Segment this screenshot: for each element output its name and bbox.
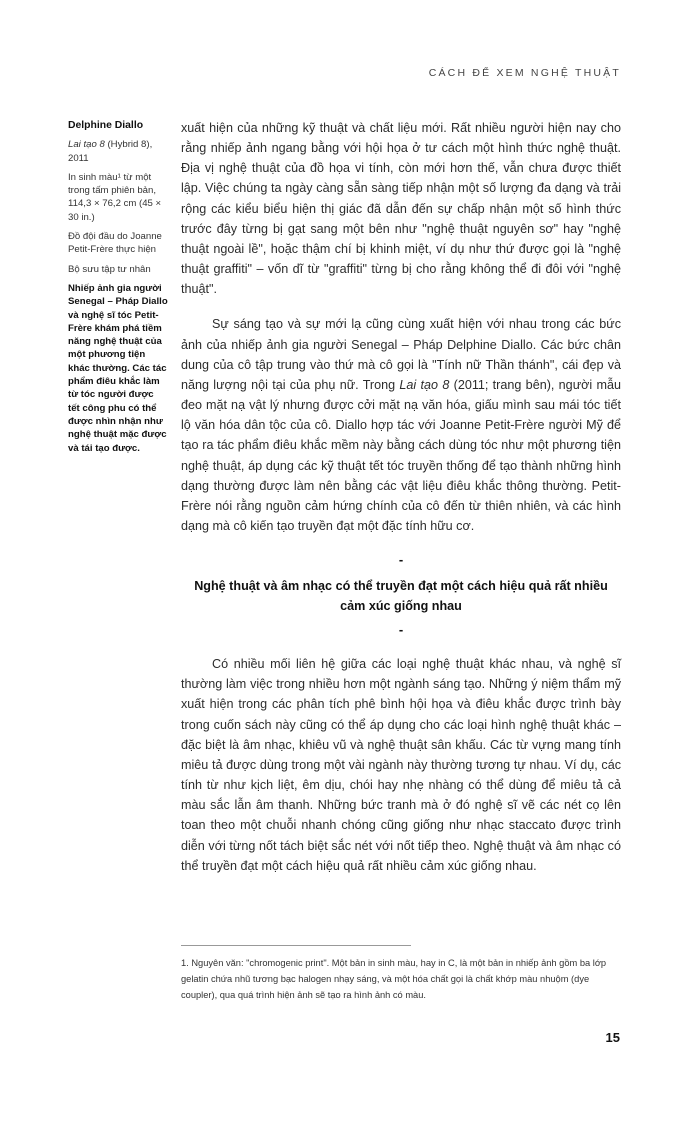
paragraph-1: xuất hiện của những kỹ thuật và chất liệu mới. Rất nhiều người hiện nay cho rằng nhiếp ảnh ngang bằng với hội họa ở tư cách một hình thức nghệ thuật. Địa vị nghệ thuật của đồ họa vi tính, còn mới hơn thế, vẫn chưa được thiết lập. Việc chúng ta ngày càng sẵn sàng tiếp nhận một số lượng đa dạng và trải rộng các kiểu biểu hiện thị giác đã dẫn đến sự chấp nhận một số hình thức trước đây từng bị gạt sang một bên như "nghệ thuật nguyên sơ" hay "nghệ thuật ngoài lề", hoặc thậm chí bị khinh miệt, ví dụ như thứ được gọi là "nghệ thuật graffiti" – vốn dĩ từ "graffiti" từng bị cho rằng không thể đi đôi với "nghệ thuật". [181, 121, 621, 297]
paragraph-2-italic-title: Lai tạo 8 [399, 377, 450, 392]
work-medium: In sinh màu¹ từ một trong tấm phiên bản, 114,3 × 76,2 cm (45 × 30 in.) [68, 171, 162, 223]
work-title-italic: Lai tạo 8 [68, 139, 105, 151]
work-collection: Bộ sưu tập tư nhân [68, 263, 151, 275]
image-caption-sidebar [68, 119, 168, 461]
paragraph-2-part-b: (2011; trang bên), người mẫu đeo mặt nạ vật lý nhưng được cởi mặt nạ văn hóa, giấu mình sau mái tóc tiết lộ văn hóa dân tộc của cô. Diallo hợp tác với Joanne Petit-Frère người Mỹ để tạo ra tác phẩm điêu khắc mềm này bằng cách dùng tóc như một phương tiện nghệ thuật, áp dụng các kỹ thuật tết tóc truyền thống để tạo thành những hình dạng thường được làm nên bằng các vật liệu điêu khắc thông thường. Petit-Frère nói rằng nguồn cảm hứng chính của cô đến từ thiên nhiên, và các hình dạng mà cô kiến tạo truyền đạt một đặc tính hữu cơ. [181, 377, 621, 533]
paragraph-3: Có nhiều mối liên hệ giữa các loại nghệ thuật khác nhau, và nghệ sĩ thường làm việc trong nhiều hơn một ngành sáng tạo. Những ý niệm thẩm mỹ xuất hiện trong các phân tích phê bình hội họa và điêu khắc được trình bày trong cuốn sách này cũng có thể áp dụng cho các loại hình nghệ thuật khác – đặc biệt là âm nhạc, khiêu vũ và nghệ thuật sân khấu. Các từ vựng mang tính miêu tả được dùng trong một vài ngành này thường tương tự nhau. Ví dụ, các tính từ như kịch liệt, êm dịu, chói hay nhẹ nhàng có thể dùng để miêu tả cả màu sắc lẫn âm thanh. Những bức tranh mà ở đó nghệ sĩ vẽ các nét cọ lên toan theo một chuỗi nhanh chóng cũng giống như nhạc staccato được trình diễn với từng nốt tách biệt sắc nét với nốt tiếp theo. Nghệ thuật và âm nhạc có thể truyền đạt một cách hiệu quả rất nhiều cảm xúc giống nhau. [181, 657, 621, 873]
footnote-rule [181, 945, 411, 946]
footnotes [181, 955, 621, 1003]
work-title-rest: (Hybrid 8), 2011 [68, 139, 153, 164]
section-heading: Nghệ thuật và âm nhạc có thể truyền đạt một cách hiệu quả rất nhiều cảm xúc giống nhau [194, 579, 608, 614]
section-divider-bottom: - [398, 622, 404, 638]
footnote-1: 1. Nguyên văn: "chromogenic print". Một bản in sinh màu, hay in C, là một bản in nhiếp ảnh gồm ba lớp gelatin chứa nhũ tương bạc halogen nhạy sáng, và một hóa chất gọi là chất khớp màu nhuộm (dye coupler), qua quá trình hiện ảnh sẽ tạo ra hình ảnh có màu. [181, 958, 607, 1000]
body-text [181, 118, 621, 876]
artist-name: Delphine Diallo [68, 120, 144, 131]
section-divider-top: - [398, 552, 404, 568]
paragraph-2-part-a: Sự sáng tạo và sự mới lạ cũng cùng xuất hiện với nhau trong các bức ảnh của nhiếp ảnh gia người Senegal – Pháp Delphine Diallo. Các bức chân dung của cô tập trung vào thứ mà cô gọi là "Tính nữ Thần thánh", cái đẹp và năng lượng nội tại của phụ nữ. Trong [181, 317, 621, 392]
running-head: CÁCH ĐỂ XEM NGHỆ THUẬT [428, 67, 621, 79]
work-credit: Đồ đội đầu do Joanne Petit-Frère thực hiện [68, 231, 162, 256]
caption-text: Nhiếp ảnh gia người Senegal – Pháp Diallo và nghệ sĩ tóc Petit-Frère khám phá tiềm năng nghệ thuật của một phương tiện khác thường. Các tác phẩm điêu khắc làm từ tóc người được tết công phu có thể được nhìn nhận như nghệ thuật mặc được và tái tạo được. [68, 282, 168, 454]
work-title [68, 138, 168, 165]
paragraph-2 [181, 314, 621, 536]
page-number: 15 [605, 1030, 620, 1045]
